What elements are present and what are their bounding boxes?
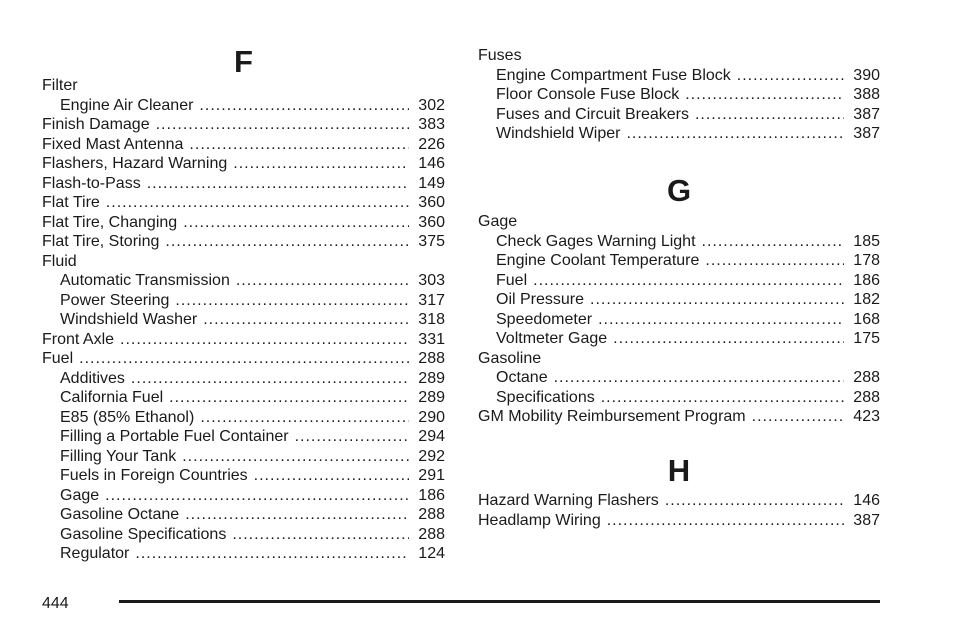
dot-leader	[685, 85, 844, 105]
entry-page-number: 186	[853, 271, 880, 289]
index-entry	[60, 544, 445, 564]
dot-leader	[189, 135, 409, 155]
entry-label: Fuses and Circuit Breakers	[496, 105, 689, 123]
dot-leader	[607, 511, 844, 531]
index-entry	[42, 193, 445, 213]
section-letter-f: F	[234, 44, 253, 79]
entry-label: Engine Compartment Fuse Block	[496, 66, 731, 84]
entry-label: Gage	[60, 486, 100, 504]
dot-leader	[533, 271, 844, 291]
index-entry	[60, 271, 445, 291]
entry-page-number: 182	[853, 291, 880, 308]
index-entry	[496, 388, 880, 408]
dot-leader	[131, 369, 409, 389]
index-entry	[42, 174, 445, 194]
entry-page-number: 289	[418, 369, 445, 387]
dot-leader	[705, 251, 844, 271]
entry-page-number: 178	[853, 252, 880, 269]
index-entry	[496, 251, 880, 271]
entry-page-number: 318	[418, 311, 445, 328]
footer-rule	[119, 600, 880, 603]
entry-label: Voltmeter Gage	[496, 330, 608, 347]
entry-label: Octane	[496, 369, 548, 386]
entry-page-number: 289	[418, 389, 445, 406]
index-entry	[42, 330, 445, 350]
entry-page-number: 124	[418, 545, 445, 562]
index-entry	[42, 115, 445, 135]
entry-label: GM Mobility Reimbursement Program	[478, 408, 746, 425]
entry-label: Additives	[60, 369, 125, 387]
index-entry	[42, 154, 445, 174]
dot-leader	[695, 105, 844, 125]
dot-leader	[156, 115, 409, 135]
dot-leader	[106, 193, 409, 213]
entry-label: Flat Tire, Changing	[42, 213, 178, 231]
index-entry	[478, 511, 880, 531]
entry-page-number: 317	[418, 291, 445, 309]
index-entry	[60, 291, 445, 311]
index-entry	[42, 213, 445, 233]
index-entry	[60, 310, 445, 330]
dot-leader	[135, 544, 409, 564]
entry-label: Filling Your Tank	[60, 447, 177, 465]
dot-leader	[752, 407, 844, 427]
entry-label: Gasoline Octane	[60, 506, 180, 523]
index-entry	[42, 76, 445, 96]
entry-page-number: 186	[418, 486, 445, 504]
dot-leader	[737, 66, 844, 86]
entry-page-number: 375	[418, 233, 445, 250]
entry-label: Power Steering	[60, 291, 170, 309]
index-entry	[478, 407, 880, 427]
index-entry	[60, 466, 445, 486]
index-entry	[496, 85, 880, 105]
section-letter-g: G	[666, 173, 692, 208]
index-entry	[60, 96, 445, 116]
entry-label: Flat Tire, Storing	[42, 233, 160, 250]
dot-leader	[120, 330, 409, 350]
entry-label: Oil Pressure	[496, 291, 585, 308]
dot-leader	[613, 329, 844, 349]
dot-leader	[232, 525, 409, 545]
dot-leader	[598, 310, 844, 330]
dot-leader	[203, 310, 409, 330]
entry-page-number: 294	[418, 428, 445, 445]
index-entry	[60, 486, 445, 506]
dot-leader	[233, 154, 409, 174]
index-entry	[496, 124, 880, 144]
entry-page-number: 388	[853, 86, 880, 103]
dot-leader	[626, 124, 844, 144]
entry-label: California Fuel	[60, 389, 164, 406]
entry-label: Flat Tire	[42, 194, 100, 211]
index-entry	[478, 46, 880, 66]
dot-leader	[236, 271, 409, 291]
entry-label: Fuses	[478, 47, 522, 64]
index-entry	[60, 369, 445, 389]
dot-leader	[601, 388, 844, 408]
entry-page-number: 288	[853, 369, 880, 386]
index-entry	[60, 408, 445, 428]
index-entry	[496, 290, 880, 310]
entry-page-number: 383	[418, 116, 445, 133]
dot-leader	[199, 96, 409, 116]
dot-leader	[175, 291, 409, 311]
entry-label: Hazard Warning Flashers	[478, 492, 659, 509]
entry-label: Regulator	[60, 545, 130, 562]
dot-leader	[79, 349, 409, 369]
index-entry	[478, 212, 880, 232]
entry-label: Fixed Mast Antenna	[42, 135, 184, 153]
entry-label: Finish Damage	[42, 116, 150, 133]
entry-page-number: 292	[418, 447, 445, 465]
dot-leader	[590, 290, 844, 310]
entry-page-number: 390	[853, 66, 880, 84]
entry-page-number: 291	[418, 467, 445, 484]
entry-page-number: 360	[418, 213, 445, 231]
dot-leader	[183, 213, 409, 233]
entry-page-number: 288	[418, 350, 445, 367]
index-entry	[496, 368, 880, 388]
entry-label: Flash-to-Pass	[42, 174, 141, 192]
entry-label: Fluid	[42, 252, 77, 270]
index-entry	[60, 388, 445, 408]
entry-page-number: 387	[853, 105, 880, 123]
index-entry	[496, 329, 880, 349]
entry-page-number: 288	[418, 506, 445, 523]
entry-label: Filling a Portable Fuel Container	[60, 428, 289, 445]
index-entry	[42, 252, 445, 272]
entry-label: Flashers, Hazard Warning	[42, 155, 228, 172]
entry-page-number: 423	[853, 408, 880, 425]
entry-page-number: 303	[418, 272, 445, 289]
entry-page-number: 288	[418, 525, 445, 543]
entry-label: Fuel	[496, 271, 528, 289]
entry-page-number: 387	[853, 511, 880, 529]
index-entry	[42, 349, 445, 369]
index-entry	[496, 271, 880, 291]
entry-label: Fuels in Foreign Countries	[60, 467, 248, 484]
entry-label: Fuel	[42, 350, 74, 367]
index-entry	[60, 525, 445, 545]
dot-leader	[295, 427, 409, 447]
dot-leader	[105, 486, 409, 506]
entry-page-number: 185	[853, 232, 880, 250]
dot-leader	[165, 232, 409, 252]
entry-label: E85 (85% Ethanol)	[60, 408, 195, 426]
section-letter-h: H	[667, 453, 691, 488]
entry-label: Gage	[478, 213, 518, 230]
entry-page-number: 290	[418, 408, 445, 426]
dot-leader	[169, 388, 409, 408]
entry-page-number: 146	[853, 492, 880, 509]
entry-page-number: 331	[418, 330, 445, 348]
index-entry	[496, 66, 880, 86]
entry-label: Floor Console Fuse Block	[496, 86, 680, 103]
entry-label: Engine Air Cleaner	[60, 96, 194, 114]
dot-leader	[185, 505, 409, 525]
index-entry	[42, 135, 445, 155]
entry-page-number: 288	[853, 388, 880, 406]
index-entry	[496, 232, 880, 252]
dot-leader	[147, 174, 409, 194]
entry-label: Automatic Transmission	[60, 272, 230, 289]
index-entry	[496, 310, 880, 330]
entry-page-number: 149	[418, 174, 445, 192]
dot-leader	[200, 408, 409, 428]
entry-page-number: 146	[418, 155, 445, 172]
entry-label: Check Gages Warning Light	[496, 232, 696, 250]
entry-label: Specifications	[496, 388, 595, 406]
dot-leader	[182, 447, 409, 467]
entry-page-number: 168	[853, 310, 880, 328]
index-entry	[42, 232, 445, 252]
entry-label: Windshield Washer	[60, 311, 198, 328]
entry-label: Gasoline	[478, 349, 542, 367]
dot-leader	[702, 232, 844, 252]
entry-label: Gasoline Specifications	[60, 525, 227, 543]
index-entry	[60, 505, 445, 525]
entry-label: Front Axle	[42, 330, 115, 348]
entry-label: Windshield Wiper	[496, 125, 621, 142]
entry-page-number: 302	[418, 96, 445, 114]
index-entry	[496, 105, 880, 125]
dot-leader	[254, 466, 409, 486]
entry-page-number: 387	[853, 125, 880, 142]
dot-leader	[665, 491, 844, 511]
page-number: 444	[42, 595, 69, 612]
entry-label: Speedometer	[496, 310, 593, 328]
index-entry	[60, 427, 445, 447]
index-entry	[478, 491, 880, 511]
index-entry	[478, 349, 880, 369]
entry-page-number: 226	[418, 135, 445, 153]
entry-label: Filter	[42, 77, 78, 94]
dot-leader	[554, 368, 844, 388]
entry-label: Headlamp Wiring	[478, 511, 601, 529]
entry-label: Engine Coolant Temperature	[496, 252, 700, 269]
index-entry	[60, 447, 445, 467]
entry-page-number: 175	[853, 330, 880, 347]
entry-page-number: 360	[418, 194, 445, 211]
